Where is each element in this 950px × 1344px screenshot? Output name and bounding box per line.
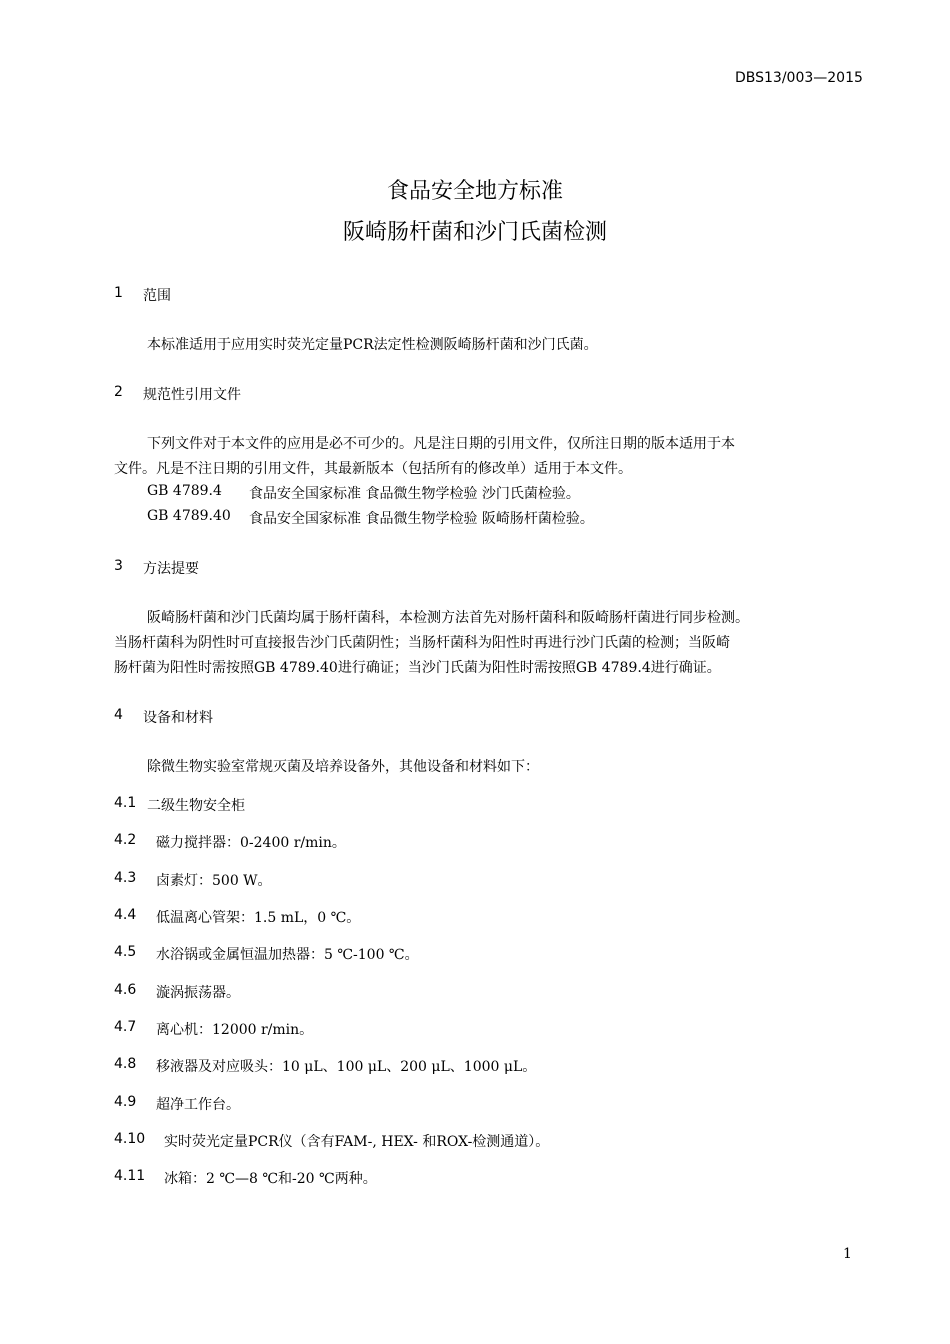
item-text: 离心机：12000 r/min。 (156, 1022, 314, 1038)
reference-code: GB 4789.40 (147, 508, 231, 524)
section-3-paragraph-line3: 肠杆菌为阳性时需按照GB 4789.40进行确证；当沙门氏菌为阳性时需按照GB 4789.4进行确证。 (114, 660, 721, 676)
reference-title: 食品安全国家标准 食品微生物学检验 阪崎肠杆菌检验。 (249, 511, 594, 527)
section-1-title: 范围 (143, 288, 171, 304)
item-number: 4.4 (114, 907, 137, 923)
item-text: 冰箱：2 ℃—8 ℃和-20 ℃两种。 (164, 1171, 377, 1187)
item-number: 4.3 (114, 870, 137, 886)
item-number: 4.2 (114, 832, 137, 848)
item-number: 4.10 (114, 1131, 146, 1147)
item-number: 4.6 (114, 982, 137, 998)
section-4-number: 4 (114, 707, 123, 723)
item-number: 4.11 (114, 1168, 146, 1184)
section-3-paragraph-line2: 当肠杆菌科为阴性时可直接报告沙门氏菌阴性；当肠杆菌科为阳性时再进行沙门氏菌的检测；当阪崎 (114, 635, 730, 651)
section-2-number: 2 (114, 384, 123, 400)
item-text: 磁力搅拌器：0-2400 r/min。 (156, 835, 346, 851)
section-2-title: 规范性引用文件 (143, 387, 241, 403)
section-2-paragraph-line2: 文件。凡是不注日期的引用文件，其最新版本（包括所有的修改单）适用于本文件。 (114, 461, 632, 477)
item-text: 漩涡振荡器。 (156, 985, 240, 1001)
section-2-paragraph-line1: 下列文件对于本文件的应用是必不可少的。凡是注日期的引用文件，仅所注日期的版本适用于本 (147, 436, 735, 452)
section-3-title: 方法提要 (143, 561, 199, 577)
item-text: 移液器及对应吸头：10 μL、100 μL、200 μL、1000 μL。 (156, 1059, 537, 1075)
item-text: 低温离心管架：1.5 mL，0 ℃。 (156, 910, 361, 926)
page-title-line1: 食品安全地方标准 (386, 179, 563, 204)
item-number: 4.8 (114, 1056, 137, 1072)
item-text: 实时荧光定量PCR仪（含有FAM-, HEX- 和ROX-检测通道）。 (164, 1134, 550, 1150)
item-text: 卤素灯：500 W。 (156, 873, 272, 889)
document-number: DBS13/003—2015 (735, 70, 863, 86)
section-3-paragraph-line1: 阪崎肠杆菌和沙门氏菌均属于肠杆菌科，本检测方法首先对肠杆菌科和阪崎肠杆菌进行同步检测。 (147, 610, 749, 626)
section-3-number: 3 (114, 558, 123, 574)
page-title-line2: 阪崎肠杆菌和沙门氏菌检测 (342, 220, 607, 245)
item-text: 水浴锅或金属恒温加热器：5 ℃-100 ℃。 (156, 947, 419, 963)
reference-code: GB 4789.4 (147, 483, 222, 499)
item-text: 超净工作台。 (156, 1097, 240, 1113)
reference-title: 食品安全国家标准 食品微生物学检验 沙门氏菌检验。 (249, 486, 580, 502)
section-4-title: 设备和材料 (143, 710, 213, 726)
section-1-paragraph: 本标准适用于应用实时荧光定量PCR法定性检测阪崎肠杆菌和沙门氏菌。 (147, 337, 598, 353)
section-1-number: 1 (114, 285, 123, 301)
item-number: 4.1 (114, 795, 137, 811)
page-number: 1 (843, 1246, 852, 1262)
item-text: 二级生物安全柜 (147, 798, 245, 814)
section-4-intro: 除微生物实验室常规灭菌及培养设备外，其他设备和材料如下： (147, 759, 539, 775)
item-number: 4.5 (114, 944, 137, 960)
item-number: 4.7 (114, 1019, 137, 1035)
item-number: 4.9 (114, 1094, 137, 1110)
